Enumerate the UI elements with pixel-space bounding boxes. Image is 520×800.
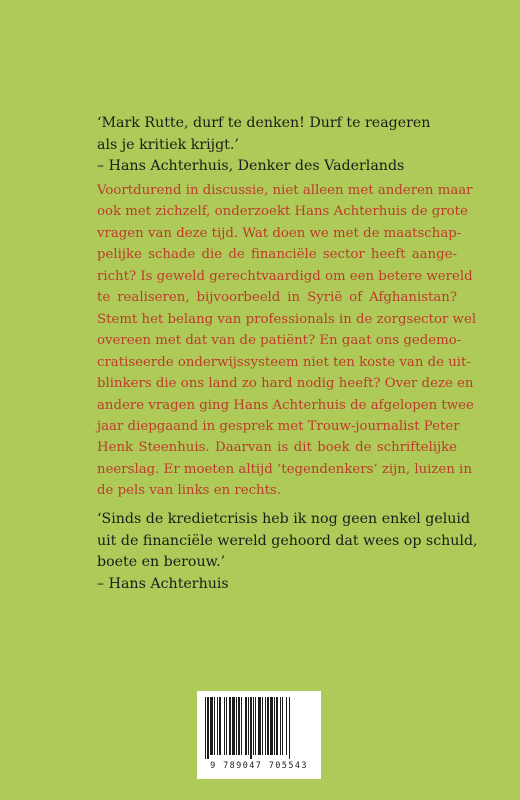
barcode-bar xyxy=(238,697,240,755)
blurb-line: blinkers die ons land zo hard nodig heeft? Over deze en xyxy=(97,376,474,392)
barcode-bar xyxy=(217,697,218,755)
barcode-bar xyxy=(282,697,283,755)
quote-bottom-line: ‘Sinds de kredietcrisis heb ik nog geen enkel geluid xyxy=(97,511,471,527)
barcode-bar xyxy=(276,697,278,755)
isbn-barcode xyxy=(197,691,321,779)
blurb-line: de pels van links en rechts. xyxy=(97,483,281,499)
barcode-bar xyxy=(280,697,281,755)
blurb-line: andere vragen ging Hans Achterhuis de afgelopen twee xyxy=(97,397,474,413)
blurb-line: pelijke schade die de financiële sector heeft aange- xyxy=(97,247,457,263)
blurb-text xyxy=(97,180,477,502)
quote-top xyxy=(97,113,477,178)
barcode-bar xyxy=(253,697,254,755)
barcode-bar xyxy=(229,697,231,755)
barcode-bar xyxy=(248,697,249,755)
barcode-bar xyxy=(214,697,215,755)
barcode-bar xyxy=(241,697,242,755)
barcode-bar xyxy=(270,697,273,755)
blurb-line: cratiseerde onderwijssysteem niet ten koste van de uit- xyxy=(97,354,471,370)
barcode-icon xyxy=(203,697,315,759)
barcode-bar xyxy=(219,697,221,755)
blurb-line: Voortdurend in discussie, niet alleen met anderen maar xyxy=(97,183,473,198)
quote-top-attribution: – Hans Achterhuis, Denker des Vaderlands xyxy=(97,158,405,174)
barcode-bar xyxy=(226,697,227,755)
barcode-bar xyxy=(258,697,261,755)
blurb-line: overeen met dat van de patiënt? En gaat ons gedemo- xyxy=(97,333,462,349)
blurb-line: vragen van deze tijd. Wat doen we met de maatschap- xyxy=(97,225,462,241)
barcode-bar xyxy=(262,697,263,755)
blurb-line: ook met zichzelf, onderzoekt Hans Achterhuis de grote xyxy=(97,204,468,220)
blurb-line: richt? Is geweld gerechtvaardigd om een betere wereld xyxy=(97,268,473,284)
blurb-line: neerslag. Er moeten altijd ‘tegendenkers’ zijn, luizen in xyxy=(97,461,472,477)
barcode-bar xyxy=(205,697,206,759)
barcode-bar xyxy=(286,697,287,755)
blurb-line: te realiseren, bijvoorbeeld in Syrië of Afghanistan? xyxy=(97,290,457,306)
barcode-bar xyxy=(207,697,209,759)
barcode-bar xyxy=(265,697,266,755)
barcode-bar xyxy=(289,697,290,759)
barcode-bar xyxy=(255,697,256,755)
blurb-line: Stemt het belang van professionals in de zorgsector wel xyxy=(97,311,477,327)
blurb-line: jaar diepgaand in gesprek met Trouw-journalist Peter xyxy=(97,418,460,434)
isbn-number: 9 789047 705543 xyxy=(210,761,308,771)
barcode-bar xyxy=(245,697,247,755)
quote-bottom-line: uit de financiële wereld gehoord dat wees op schuld, xyxy=(97,532,478,549)
barcode-bar xyxy=(274,697,275,755)
quote-bottom-attribution: – Hans Achterhuis xyxy=(97,575,229,592)
barcode-bar xyxy=(267,697,269,755)
barcode-bar xyxy=(210,697,213,755)
quote-top-line: ‘Mark Rutte, durf te denken! Durf te reageren xyxy=(97,115,431,131)
quote-top-line: als je kritiek krijgt.’ xyxy=(97,136,239,153)
barcode-bar xyxy=(250,697,252,759)
barcode-bar xyxy=(232,697,235,755)
barcode-bar xyxy=(236,697,237,755)
blurb-line: Henk Steenhuis. Daarvan is dit boek de schriftelijke xyxy=(97,440,457,456)
barcode-bar xyxy=(224,697,225,755)
quote-bottom-line: boete en berouw.’ xyxy=(97,554,226,570)
quote-bottom xyxy=(97,509,477,595)
